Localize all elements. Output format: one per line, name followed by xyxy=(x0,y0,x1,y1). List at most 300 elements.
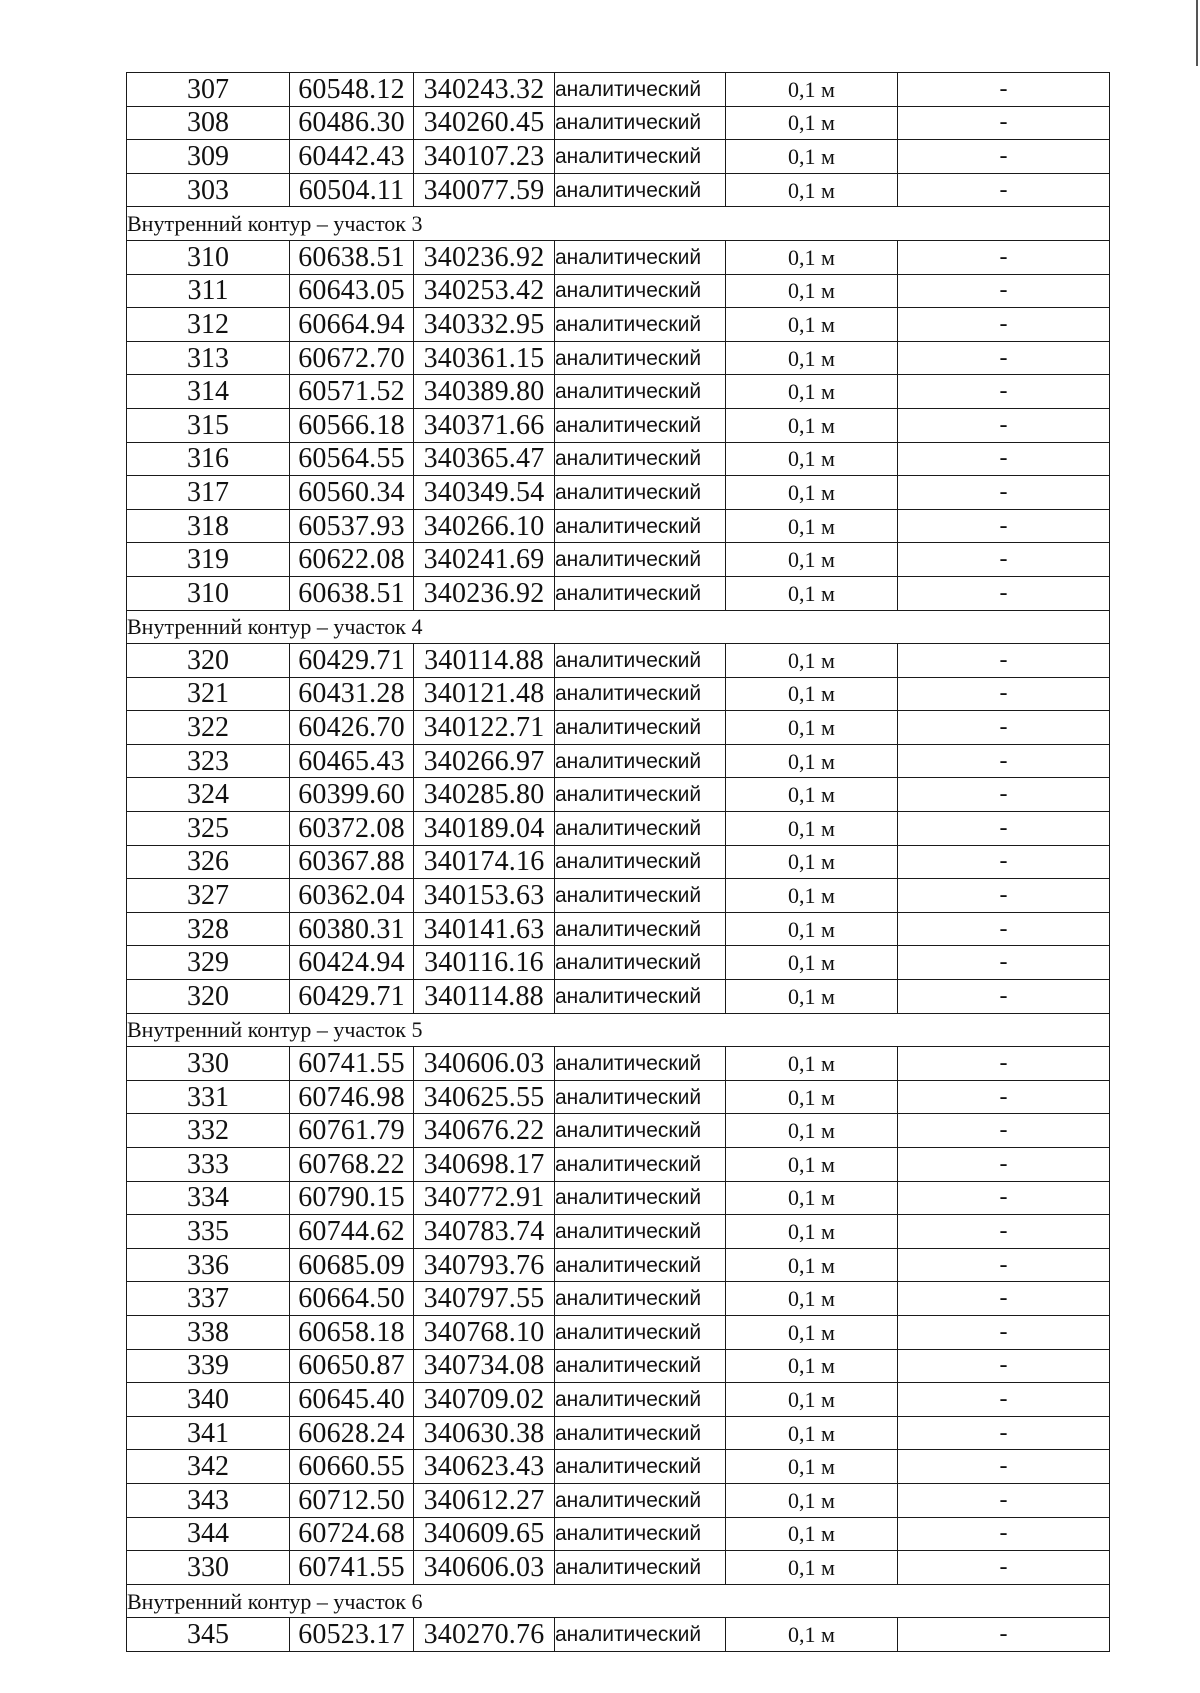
point-number-cell: 345 xyxy=(127,1618,290,1652)
section-row xyxy=(127,207,1110,241)
y-coordinate-cell: 340612.27 xyxy=(414,1483,555,1517)
note-cell: - xyxy=(898,1618,1110,1652)
method-cell: аналитический xyxy=(555,912,726,946)
x-coordinate-cell: 60672.70 xyxy=(290,341,414,375)
method-cell: аналитический xyxy=(555,543,726,577)
y-coordinate-cell: 340389.80 xyxy=(414,375,555,409)
y-coordinate-cell: 340332.95 xyxy=(414,308,555,342)
x-coordinate-cell: 60523.17 xyxy=(290,1618,414,1652)
note-cell: - xyxy=(898,1248,1110,1282)
y-coordinate-cell: 340266.10 xyxy=(414,509,555,543)
y-coordinate-cell: 340285.80 xyxy=(414,778,555,812)
method-cell: аналитический xyxy=(555,1248,726,1282)
method-cell: аналитический xyxy=(555,711,726,745)
x-coordinate-cell: 60486.30 xyxy=(290,106,414,140)
accuracy-cell: 0,1 м xyxy=(726,980,898,1014)
note-cell: - xyxy=(898,240,1110,274)
point-number-cell: 325 xyxy=(127,812,290,846)
y-coordinate-cell: 340709.02 xyxy=(414,1383,555,1417)
point-number-cell: 336 xyxy=(127,1248,290,1282)
coordinates-table-body xyxy=(127,73,1110,1652)
point-number-cell: 321 xyxy=(127,677,290,711)
accuracy-cell: 0,1 м xyxy=(726,240,898,274)
point-number-cell: 310 xyxy=(127,576,290,610)
x-coordinate-cell: 60664.94 xyxy=(290,308,414,342)
table-row xyxy=(127,946,1110,980)
x-coordinate-cell: 60431.28 xyxy=(290,677,414,711)
x-coordinate-cell: 60560.34 xyxy=(290,476,414,510)
section-row xyxy=(127,1013,1110,1047)
method-cell: аналитический xyxy=(555,375,726,409)
note-cell: - xyxy=(898,1551,1110,1585)
note-cell: - xyxy=(898,1282,1110,1316)
point-number-cell: 312 xyxy=(127,308,290,342)
y-coordinate-cell: 340623.43 xyxy=(414,1450,555,1484)
point-number-cell: 332 xyxy=(127,1114,290,1148)
table-row xyxy=(127,476,1110,510)
method-cell: аналитический xyxy=(555,1450,726,1484)
accuracy-cell: 0,1 м xyxy=(726,308,898,342)
accuracy-cell: 0,1 м xyxy=(726,408,898,442)
x-coordinate-cell: 60380.31 xyxy=(290,912,414,946)
x-coordinate-cell: 60372.08 xyxy=(290,812,414,846)
point-number-cell: 330 xyxy=(127,1551,290,1585)
section-title: Внутренний контур – участок 3 xyxy=(127,207,1110,241)
method-cell: аналитический xyxy=(555,980,726,1014)
y-coordinate-cell: 340797.55 xyxy=(414,1282,555,1316)
section-title: Внутренний контур – участок 4 xyxy=(127,610,1110,644)
note-cell: - xyxy=(898,1450,1110,1484)
accuracy-cell: 0,1 м xyxy=(726,644,898,678)
y-coordinate-cell: 340698.17 xyxy=(414,1148,555,1182)
table-row xyxy=(127,576,1110,610)
accuracy-cell: 0,1 м xyxy=(726,1618,898,1652)
y-coordinate-cell: 340772.91 xyxy=(414,1181,555,1215)
table-row xyxy=(127,1148,1110,1182)
table-row xyxy=(127,677,1110,711)
point-number-cell: 314 xyxy=(127,375,290,409)
y-coordinate-cell: 340768.10 xyxy=(414,1315,555,1349)
method-cell: аналитический xyxy=(555,240,726,274)
point-number-cell: 331 xyxy=(127,1080,290,1114)
accuracy-cell: 0,1 м xyxy=(726,140,898,174)
point-number-cell: 337 xyxy=(127,1282,290,1316)
point-number-cell: 315 xyxy=(127,408,290,442)
accuracy-cell: 0,1 м xyxy=(726,173,898,207)
y-coordinate-cell: 340361.15 xyxy=(414,341,555,375)
accuracy-cell: 0,1 м xyxy=(726,1517,898,1551)
note-cell: - xyxy=(898,73,1110,107)
method-cell: аналитический xyxy=(555,1080,726,1114)
x-coordinate-cell: 60426.70 xyxy=(290,711,414,745)
x-coordinate-cell: 60537.93 xyxy=(290,509,414,543)
x-coordinate-cell: 60622.08 xyxy=(290,543,414,577)
table-row xyxy=(127,879,1110,913)
accuracy-cell: 0,1 м xyxy=(726,677,898,711)
table-row xyxy=(127,173,1110,207)
accuracy-cell: 0,1 м xyxy=(726,576,898,610)
method-cell: аналитический xyxy=(555,1282,726,1316)
note-cell: - xyxy=(898,845,1110,879)
note-cell: - xyxy=(898,106,1110,140)
method-cell: аналитический xyxy=(555,73,726,107)
section-title: Внутренний контур – участок 6 xyxy=(127,1584,1110,1618)
note-cell: - xyxy=(898,476,1110,510)
method-cell: аналитический xyxy=(555,576,726,610)
table-row xyxy=(127,1517,1110,1551)
x-coordinate-cell: 60362.04 xyxy=(290,879,414,913)
accuracy-cell: 0,1 м xyxy=(726,509,898,543)
table-row xyxy=(127,711,1110,745)
accuracy-cell: 0,1 м xyxy=(726,845,898,879)
y-coordinate-cell: 340114.88 xyxy=(414,644,555,678)
point-number-cell: 333 xyxy=(127,1148,290,1182)
method-cell: аналитический xyxy=(555,778,726,812)
accuracy-cell: 0,1 м xyxy=(726,341,898,375)
x-coordinate-cell: 60685.09 xyxy=(290,1248,414,1282)
point-number-cell: 343 xyxy=(127,1483,290,1517)
note-cell: - xyxy=(898,1383,1110,1417)
method-cell: аналитический xyxy=(555,1383,726,1417)
point-number-cell: 324 xyxy=(127,778,290,812)
note-cell: - xyxy=(898,744,1110,778)
method-cell: аналитический xyxy=(555,644,726,678)
coordinates-table xyxy=(126,72,1110,1652)
accuracy-cell: 0,1 м xyxy=(726,1450,898,1484)
y-coordinate-cell: 340116.16 xyxy=(414,946,555,980)
method-cell: аналитический xyxy=(555,173,726,207)
y-coordinate-cell: 340121.48 xyxy=(414,677,555,711)
y-coordinate-cell: 340122.71 xyxy=(414,711,555,745)
accuracy-cell: 0,1 м xyxy=(726,1416,898,1450)
table-row xyxy=(127,778,1110,812)
note-cell: - xyxy=(898,576,1110,610)
table-row xyxy=(127,812,1110,846)
x-coordinate-cell: 60744.62 xyxy=(290,1215,414,1249)
note-cell: - xyxy=(898,1349,1110,1383)
table-row xyxy=(127,240,1110,274)
x-coordinate-cell: 60768.22 xyxy=(290,1148,414,1182)
x-coordinate-cell: 60741.55 xyxy=(290,1047,414,1081)
method-cell: аналитический xyxy=(555,476,726,510)
table-row xyxy=(127,744,1110,778)
x-coordinate-cell: 60566.18 xyxy=(290,408,414,442)
accuracy-cell: 0,1 м xyxy=(726,73,898,107)
note-cell: - xyxy=(898,1114,1110,1148)
point-number-cell: 335 xyxy=(127,1215,290,1249)
y-coordinate-cell: 340270.76 xyxy=(414,1618,555,1652)
table-row xyxy=(127,274,1110,308)
x-coordinate-cell: 60741.55 xyxy=(290,1551,414,1585)
accuracy-cell: 0,1 м xyxy=(726,912,898,946)
table-row xyxy=(127,543,1110,577)
x-coordinate-cell: 60429.71 xyxy=(290,980,414,1014)
note-cell: - xyxy=(898,1181,1110,1215)
y-coordinate-cell: 340606.03 xyxy=(414,1551,555,1585)
table-row xyxy=(127,1080,1110,1114)
x-coordinate-cell: 60638.51 xyxy=(290,240,414,274)
method-cell: аналитический xyxy=(555,1517,726,1551)
method-cell: аналитический xyxy=(555,1349,726,1383)
y-coordinate-cell: 340107.23 xyxy=(414,140,555,174)
method-cell: аналитический xyxy=(555,677,726,711)
y-coordinate-cell: 340114.88 xyxy=(414,980,555,1014)
table-row xyxy=(127,1383,1110,1417)
point-number-cell: 329 xyxy=(127,946,290,980)
x-coordinate-cell: 60746.98 xyxy=(290,1080,414,1114)
table-row xyxy=(127,1047,1110,1081)
note-cell: - xyxy=(898,677,1110,711)
note-cell: - xyxy=(898,1215,1110,1249)
y-coordinate-cell: 340609.65 xyxy=(414,1517,555,1551)
accuracy-cell: 0,1 м xyxy=(726,812,898,846)
table-row xyxy=(127,1181,1110,1215)
note-cell: - xyxy=(898,274,1110,308)
table-row xyxy=(127,308,1110,342)
point-number-cell: 339 xyxy=(127,1349,290,1383)
accuracy-cell: 0,1 м xyxy=(726,1282,898,1316)
x-coordinate-cell: 60429.71 xyxy=(290,644,414,678)
note-cell: - xyxy=(898,812,1110,846)
note-cell: - xyxy=(898,173,1110,207)
table-row xyxy=(127,1114,1110,1148)
method-cell: аналитический xyxy=(555,1315,726,1349)
table-row xyxy=(127,1282,1110,1316)
accuracy-cell: 0,1 м xyxy=(726,946,898,980)
accuracy-cell: 0,1 м xyxy=(726,778,898,812)
point-number-cell: 310 xyxy=(127,240,290,274)
note-cell: - xyxy=(898,341,1110,375)
note-cell: - xyxy=(898,408,1110,442)
point-number-cell: 317 xyxy=(127,476,290,510)
table-row xyxy=(127,1315,1110,1349)
method-cell: аналитический xyxy=(555,1618,726,1652)
y-coordinate-cell: 340241.69 xyxy=(414,543,555,577)
x-coordinate-cell: 60660.55 xyxy=(290,1450,414,1484)
point-number-cell: 342 xyxy=(127,1450,290,1484)
note-cell: - xyxy=(898,308,1110,342)
x-coordinate-cell: 60465.43 xyxy=(290,744,414,778)
note-cell: - xyxy=(898,1047,1110,1081)
method-cell: аналитический xyxy=(555,140,726,174)
table-row xyxy=(127,1551,1110,1585)
point-number-cell: 344 xyxy=(127,1517,290,1551)
note-cell: - xyxy=(898,442,1110,476)
accuracy-cell: 0,1 м xyxy=(726,711,898,745)
accuracy-cell: 0,1 м xyxy=(726,1181,898,1215)
note-cell: - xyxy=(898,912,1110,946)
table-row xyxy=(127,980,1110,1014)
note-cell: - xyxy=(898,711,1110,745)
accuracy-cell: 0,1 м xyxy=(726,1483,898,1517)
note-cell: - xyxy=(898,946,1110,980)
point-number-cell: 334 xyxy=(127,1181,290,1215)
point-number-cell: 330 xyxy=(127,1047,290,1081)
point-number-cell: 319 xyxy=(127,543,290,577)
y-coordinate-cell: 340365.47 xyxy=(414,442,555,476)
y-coordinate-cell: 340630.38 xyxy=(414,1416,555,1450)
accuracy-cell: 0,1 м xyxy=(726,879,898,913)
section-row xyxy=(127,1584,1110,1618)
x-coordinate-cell: 60548.12 xyxy=(290,73,414,107)
y-coordinate-cell: 340606.03 xyxy=(414,1047,555,1081)
method-cell: аналитический xyxy=(555,308,726,342)
y-coordinate-cell: 340189.04 xyxy=(414,812,555,846)
y-coordinate-cell: 340793.76 xyxy=(414,1248,555,1282)
method-cell: аналитический xyxy=(555,1416,726,1450)
accuracy-cell: 0,1 м xyxy=(726,1383,898,1417)
method-cell: аналитический xyxy=(555,1047,726,1081)
accuracy-cell: 0,1 м xyxy=(726,1080,898,1114)
x-coordinate-cell: 60367.88 xyxy=(290,845,414,879)
point-number-cell: 320 xyxy=(127,644,290,678)
point-number-cell: 338 xyxy=(127,1315,290,1349)
accuracy-cell: 0,1 м xyxy=(726,744,898,778)
accuracy-cell: 0,1 м xyxy=(726,1114,898,1148)
note-cell: - xyxy=(898,778,1110,812)
point-number-cell: 308 xyxy=(127,106,290,140)
section-title: Внутренний контур – участок 5 xyxy=(127,1013,1110,1047)
method-cell: аналитический xyxy=(555,274,726,308)
method-cell: аналитический xyxy=(555,341,726,375)
point-number-cell: 320 xyxy=(127,980,290,1014)
x-coordinate-cell: 60643.05 xyxy=(290,274,414,308)
table-row xyxy=(127,845,1110,879)
table-row xyxy=(127,1248,1110,1282)
method-cell: аналитический xyxy=(555,1114,726,1148)
table-row xyxy=(127,442,1110,476)
table-row xyxy=(127,1483,1110,1517)
table-row xyxy=(127,408,1110,442)
point-number-cell: 303 xyxy=(127,173,290,207)
x-coordinate-cell: 60761.79 xyxy=(290,1114,414,1148)
section-row xyxy=(127,610,1110,644)
method-cell: аналитический xyxy=(555,879,726,913)
note-cell: - xyxy=(898,980,1110,1014)
note-cell: - xyxy=(898,543,1110,577)
point-number-cell: 328 xyxy=(127,912,290,946)
y-coordinate-cell: 340371.66 xyxy=(414,408,555,442)
method-cell: аналитический xyxy=(555,845,726,879)
y-coordinate-cell: 340236.92 xyxy=(414,576,555,610)
x-coordinate-cell: 60571.52 xyxy=(290,375,414,409)
note-cell: - xyxy=(898,509,1110,543)
accuracy-cell: 0,1 м xyxy=(726,1551,898,1585)
note-cell: - xyxy=(898,1483,1110,1517)
y-coordinate-cell: 340625.55 xyxy=(414,1080,555,1114)
x-coordinate-cell: 60658.18 xyxy=(290,1315,414,1349)
table-row xyxy=(127,1349,1110,1383)
point-number-cell: 323 xyxy=(127,744,290,778)
method-cell: аналитический xyxy=(555,1181,726,1215)
method-cell: аналитический xyxy=(555,106,726,140)
y-coordinate-cell: 340676.22 xyxy=(414,1114,555,1148)
y-coordinate-cell: 340141.63 xyxy=(414,912,555,946)
table-row xyxy=(127,341,1110,375)
note-cell: - xyxy=(898,1315,1110,1349)
x-coordinate-cell: 60564.55 xyxy=(290,442,414,476)
point-number-cell: 318 xyxy=(127,509,290,543)
accuracy-cell: 0,1 м xyxy=(726,1047,898,1081)
table-row xyxy=(127,73,1110,107)
note-cell: - xyxy=(898,140,1110,174)
accuracy-cell: 0,1 м xyxy=(726,1248,898,1282)
point-number-cell: 340 xyxy=(127,1383,290,1417)
x-coordinate-cell: 60724.68 xyxy=(290,1517,414,1551)
x-coordinate-cell: 60712.50 xyxy=(290,1483,414,1517)
y-coordinate-cell: 340349.54 xyxy=(414,476,555,510)
accuracy-cell: 0,1 м xyxy=(726,106,898,140)
y-coordinate-cell: 340783.74 xyxy=(414,1215,555,1249)
note-cell: - xyxy=(898,879,1110,913)
y-coordinate-cell: 340243.32 xyxy=(414,73,555,107)
note-cell: - xyxy=(898,375,1110,409)
method-cell: аналитический xyxy=(555,509,726,543)
point-number-cell: 327 xyxy=(127,879,290,913)
note-cell: - xyxy=(898,1080,1110,1114)
accuracy-cell: 0,1 м xyxy=(726,442,898,476)
x-coordinate-cell: 60504.11 xyxy=(290,173,414,207)
accuracy-cell: 0,1 м xyxy=(726,1215,898,1249)
y-coordinate-cell: 340236.92 xyxy=(414,240,555,274)
point-number-cell: 311 xyxy=(127,274,290,308)
x-coordinate-cell: 60638.51 xyxy=(290,576,414,610)
point-number-cell: 309 xyxy=(127,140,290,174)
point-number-cell: 341 xyxy=(127,1416,290,1450)
table-row xyxy=(127,1416,1110,1450)
accuracy-cell: 0,1 м xyxy=(726,1148,898,1182)
table-row xyxy=(127,1450,1110,1484)
x-coordinate-cell: 60399.60 xyxy=(290,778,414,812)
note-cell: - xyxy=(898,1416,1110,1450)
accuracy-cell: 0,1 м xyxy=(726,274,898,308)
point-number-cell: 316 xyxy=(127,442,290,476)
note-cell: - xyxy=(898,1148,1110,1182)
x-coordinate-cell: 60645.40 xyxy=(290,1383,414,1417)
y-coordinate-cell: 340253.42 xyxy=(414,274,555,308)
method-cell: аналитический xyxy=(555,442,726,476)
y-coordinate-cell: 340174.16 xyxy=(414,845,555,879)
accuracy-cell: 0,1 м xyxy=(726,375,898,409)
y-coordinate-cell: 340260.45 xyxy=(414,106,555,140)
method-cell: аналитический xyxy=(555,1215,726,1249)
x-coordinate-cell: 60790.15 xyxy=(290,1181,414,1215)
x-coordinate-cell: 60628.24 xyxy=(290,1416,414,1450)
x-coordinate-cell: 60650.87 xyxy=(290,1349,414,1383)
y-coordinate-cell: 340266.97 xyxy=(414,744,555,778)
note-cell: - xyxy=(898,1517,1110,1551)
table-row xyxy=(127,644,1110,678)
scan-edge-mark xyxy=(1196,0,1198,66)
accuracy-cell: 0,1 м xyxy=(726,1349,898,1383)
method-cell: аналитический xyxy=(555,408,726,442)
accuracy-cell: 0,1 м xyxy=(726,476,898,510)
table-row xyxy=(127,912,1110,946)
method-cell: аналитический xyxy=(555,1148,726,1182)
table-row xyxy=(127,375,1110,409)
x-coordinate-cell: 60442.43 xyxy=(290,140,414,174)
method-cell: аналитический xyxy=(555,1483,726,1517)
method-cell: аналитический xyxy=(555,946,726,980)
table-row xyxy=(127,1618,1110,1652)
point-number-cell: 322 xyxy=(127,711,290,745)
point-number-cell: 313 xyxy=(127,341,290,375)
x-coordinate-cell: 60664.50 xyxy=(290,1282,414,1316)
table-row xyxy=(127,1215,1110,1249)
table-row xyxy=(127,509,1110,543)
table-row xyxy=(127,106,1110,140)
method-cell: аналитический xyxy=(555,1551,726,1585)
